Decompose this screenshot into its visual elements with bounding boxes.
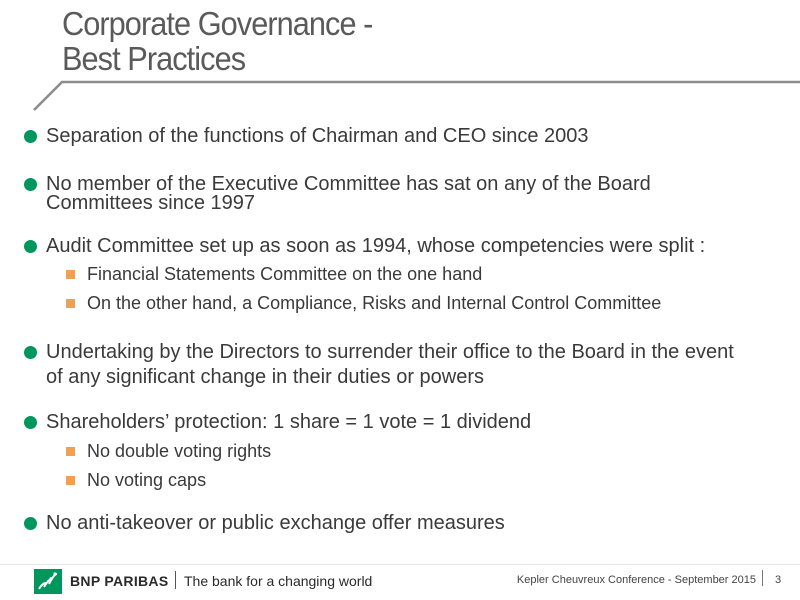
brand-name: BNP PARIBAS [70, 573, 169, 589]
slide-title-line-1: Corporate Governance - [62, 5, 373, 42]
green-bullet-icon [24, 178, 37, 191]
orange-square-bullet-icon [66, 270, 75, 279]
orange-square-bullet-icon [66, 447, 75, 456]
bnp-paribas-logo-icon [34, 569, 62, 594]
bullet-text: Separation of the functions of Chairman and CEO since 2003 [46, 125, 589, 147]
orange-square-bullet-icon [66, 476, 75, 485]
sub-bullet-text: Financial Statements Committee on the one hand [87, 264, 483, 284]
bullet-text: Shareholders’ protection: 1 share = 1 vote = 1 dividend [46, 411, 532, 433]
orange-square-bullet-icon [66, 299, 75, 308]
brand-tagline: The bank for a changing world [184, 573, 373, 589]
sub-bullet-text: No voting caps [87, 470, 207, 490]
footer-separator [762, 570, 763, 586]
sub-bullet-text: No double voting rights [87, 441, 272, 461]
page-number: 3 [775, 574, 782, 586]
green-bullet-icon [24, 416, 37, 429]
green-bullet-icon [24, 517, 37, 530]
bullet-text: Committees since 1997 [46, 192, 255, 214]
title-underline [0, 0, 800, 120]
bullet-text: Undertaking by the Directors to surrender their office to the Board in the event [46, 341, 734, 363]
slide-title-line-2: Best Practices [62, 40, 246, 77]
green-bullet-icon [24, 240, 37, 253]
bullet-text: of any significant change in their duties or powers [46, 366, 485, 388]
bullet-text: No member of the Executive Committee has sat on any of the Board [46, 173, 651, 195]
footer-separator [175, 571, 176, 589]
bullet-text: No anti-takeover or public exchange offer measures [46, 512, 505, 534]
footer-divider [0, 564, 800, 565]
sub-bullet-text: On the other hand, a Compliance, Risks and Internal Control Committee [87, 293, 662, 313]
green-bullet-icon [24, 130, 37, 143]
bullet-text: Audit Committee set up as soon as 1994, whose competencies were split : [46, 235, 706, 257]
green-bullet-icon [24, 346, 37, 359]
conference-label: Kepler Cheuvreux Conference - September 2015 [516, 574, 756, 586]
